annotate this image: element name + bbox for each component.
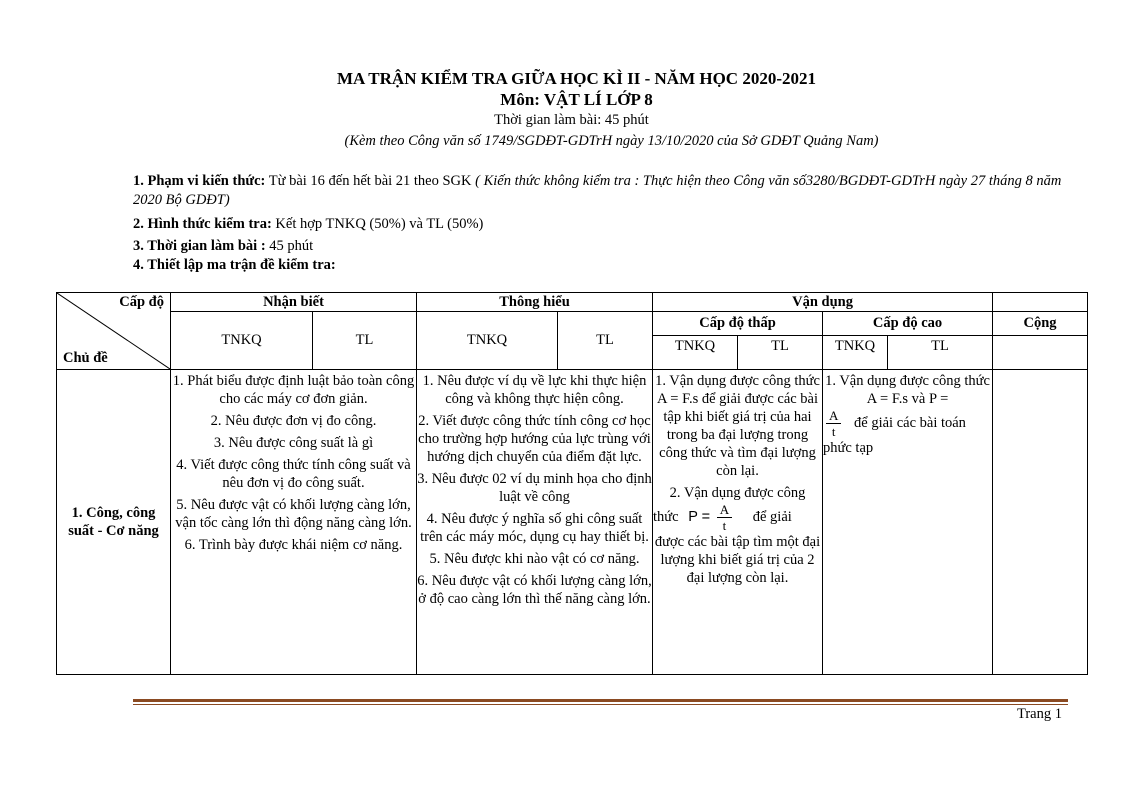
high-item-start: 1. Vận dụng được công thức A = F.s và P = (825, 373, 990, 407)
understand-item: 6. Nêu được vật có khối lượng càng lớn, ở độ cao càng lớn thì thế năng càng lớn. (417, 573, 652, 607)
recognize-item: 6. Trình bày được khái niệm cơ năng. (184, 537, 403, 553)
fraction-a-over-t (717, 502, 732, 533)
recognize-item: 2. Nêu được đơn vị đo công. (210, 413, 377, 429)
total-header: Cộng (993, 312, 1088, 336)
understand-item: 4. Nêu được ý nghĩa số ghi công suất trên các máy móc, dụng cụ hay thiết bị. (420, 511, 649, 545)
fraction-denominator: t (722, 518, 727, 533)
recognize-item: 5. Nêu được vật có khối lượng càng lớn, vận tốc càng lớn thì động năng càng lớn. (175, 497, 412, 531)
time-section (133, 237, 1088, 256)
fraction-numerator: A (717, 502, 732, 518)
low-item-1: 1. Vận dụng được công thức A = F.s để giải được các bài tập khi biết giá trị của hai trong ba đại lượng trong công thức và tìm đại lượng còn lại. (655, 373, 820, 479)
scope-note: ( Kiến thức không kiểm tra : Thực hiện theo Công văn số3280/BGDĐT-GDTrH ngày 27 tháng 8 năm 2020 Bộ GDĐT) (133, 173, 1062, 208)
fraction-numerator: A (826, 408, 841, 424)
fraction-a-over-t (826, 408, 841, 439)
low-level-content (653, 370, 823, 675)
low-item-2-formula (653, 502, 822, 533)
topic-header: Chủ đề (63, 350, 108, 366)
document-note: (Kèm theo Công văn số 1749/SGDĐT-GDTrH ngày 13/10/2020 của Sở GDĐT Quảng Nam) (344, 133, 879, 149)
time-label: 3. Thời gian làm bài : (133, 238, 266, 254)
form-label: 2. Hình thức kiểm tra: (133, 216, 272, 232)
understand-header: Thông hiểu (417, 293, 653, 312)
header-row-1 (57, 293, 1088, 312)
recognize-item: 3. Nêu được công suất là gì (213, 435, 374, 451)
scope-label: 1. Phạm vi kiến thức: (133, 173, 266, 189)
understand-tl-header: TL (558, 312, 653, 370)
matrix-section (133, 256, 1088, 275)
fraction-denominator: t (831, 424, 836, 439)
understand-item: 5. Nêu được khi nào vật có cơ năng. (429, 551, 640, 567)
low-level-header: Cấp độ thấp (653, 312, 823, 336)
recognize-header: Nhận biết (171, 293, 417, 312)
high-item-formula (823, 408, 992, 457)
scope-section (133, 172, 1088, 210)
recognize-content (171, 370, 417, 675)
topic-cell: 1. Công, công suất - Cơ năng (57, 370, 171, 675)
understand-item: 2. Viết được công thức tính công cơ học cho trường hợp hướng của lực trùng với hướng dịch chuyển của điểm đặt lực. (418, 413, 651, 465)
low-item-2-start: 2. Vận dụng được công (669, 485, 806, 501)
high-tl-header: TL (888, 336, 993, 370)
recognize-item: 1. Phát biểu được định luật bảo toàn công cho các máy cơ đơn giản. (172, 373, 415, 407)
recognize-tnkq-header: TNKQ (171, 312, 313, 370)
page-number: Trang 1 (1017, 706, 1062, 722)
topic-row (57, 370, 1088, 675)
total-header-blank (993, 293, 1088, 312)
formula-lead: thức (653, 508, 679, 525)
understand-content (417, 370, 653, 675)
formula-variable: P = (688, 508, 711, 525)
high-level-header: Cấp độ cao (823, 312, 993, 336)
document-title: MA TRẬN KIỂM TRA GIỮA HỌC KÌ II - NĂM HỌC 2020-2021 (336, 69, 816, 88)
high-level-content (823, 370, 993, 675)
low-tnkq-header: TNKQ (653, 336, 738, 370)
total-cell (993, 370, 1088, 675)
total-blank (993, 336, 1088, 370)
high-tnkq-header: TNKQ (823, 336, 888, 370)
recognize-item: 4. Viết được công thức tính công suất và nêu đơn vị đo công suất. (176, 457, 411, 491)
form-text: Kết hợp TNKQ (50%) và TL (50%) (275, 216, 484, 232)
high-item-end: để giải các bài toán phức tạp (823, 414, 966, 456)
recognize-tl-header: TL (313, 312, 417, 370)
footer-rule-thick (133, 699, 1068, 702)
formula-trail: để giải (752, 508, 792, 525)
footer-rule-thin (133, 704, 1068, 705)
low-tl-header: TL (738, 336, 823, 370)
understand-tnkq-header: TNKQ (417, 312, 558, 370)
understand-item: 1. Nêu được ví dụ về lực khi thực hiện công và không thực hiện công. (422, 373, 647, 407)
understand-item: 3. Nêu được 02 ví dụ minh họa cho định luật về công (417, 471, 652, 505)
level-header: Cấp độ (119, 294, 164, 310)
document-duration: Thời gian làm bài: 45 phút (494, 112, 649, 128)
scope-text: Từ bài 16 đến hết bài 21 theo SGK (268, 173, 472, 189)
document-header (0, 68, 1123, 152)
matrix-table (56, 292, 1088, 675)
apply-header: Vận dụng (653, 293, 993, 312)
level-topic-corner (57, 293, 171, 370)
time-text: 45 phút (269, 238, 314, 254)
matrix-label: 4. Thiết lập ma trận đề kiểm tra: (133, 257, 336, 273)
document-subject: Môn: VẬT LÍ LỚP 8 (500, 90, 653, 109)
header-row-2 (57, 312, 1088, 336)
form-section (133, 215, 1088, 234)
low-item-2-end: được các bài tập tìm một đại lượng khi biết giá trị của 2 đại lượng còn lại. (654, 534, 821, 586)
